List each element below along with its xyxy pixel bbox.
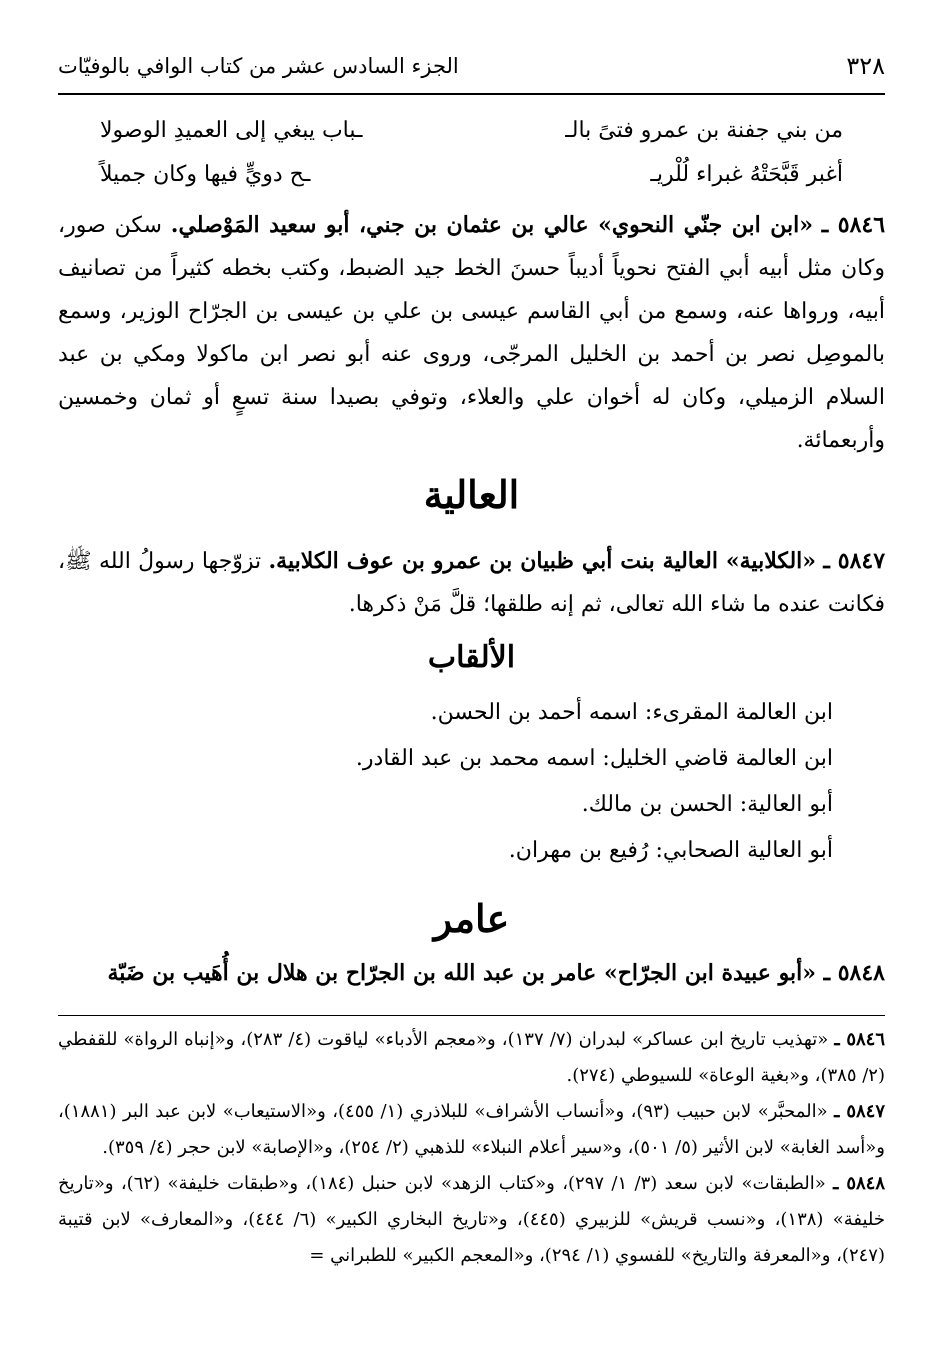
alqab-item: أبو العالية: الحسن بن مالك. bbox=[581, 792, 833, 817]
footnote-number: ٥٨٤٧ ـ bbox=[834, 1101, 885, 1122]
entry-5848 bbox=[58, 960, 885, 986]
entry-number: ٥٨٤٧ ـ bbox=[823, 548, 886, 574]
verse-first-hemistich: أغبر قَبَّحَتْهُ غبراء لُلْريـ bbox=[650, 162, 843, 187]
entry-title: «أبو عبيدة ابن الجرّاح» عامر بن عبد الله بن الجرّاح بن هلال بن أُهَيب بن ضَبّة bbox=[107, 960, 816, 986]
entry-title: «ابن ابن جنّي النحوي» عالي بن عثمان بن جني، أبو سعيد المَوْصلي. bbox=[170, 212, 813, 238]
section-heading-aliya: العالية bbox=[423, 472, 520, 517]
entry-number: ٥٨٤٨ ـ bbox=[823, 960, 885, 986]
alqab-list bbox=[110, 690, 833, 874]
footnote-text: «تهذيب تاريخ ابن عساكر» لبدران (٧/ ١٣٧)، و«معجم الأدباء» لياقوت (٤/ ٢٨٣)، و«إنباه الرواة» للقفطي (٢/ ٣٨٥)، و«بغية الوعاة» للسيوطي (٢٧٤). bbox=[58, 1029, 885, 1086]
footnote-item bbox=[58, 1166, 885, 1274]
footnote-text: «الطبقات» لابن سعد (٣/ ١/ ٢٩٧)، و«كتاب الزهد» لابن حنبل (١٨٤)، و«طبقات خليفة» (٦٢)، و«تاريخ خليفة» (١٣٨)، و«نسب قريش» للزبيري (٤٤٥)، و«تاريخ البخاري الكبير» (٦/ ٤٤٤)، و«المعارف» لابن قتيبة (٢٤٧)، و«المعرفة والتاريخ» للفسوي (١/ ٢٩٤)، و«المعجم الكبير» للطبراني = bbox=[58, 1173, 885, 1266]
alqab-item: ابن العالمة قاضي الخليل: اسمه محمد بن عبد القادر. bbox=[355, 746, 833, 771]
alqab-item: أبو العالية الصحابي: رُفيع بن مهران. bbox=[508, 838, 833, 863]
header-rule bbox=[58, 93, 885, 95]
footnotes bbox=[58, 1022, 885, 1274]
footnote-item bbox=[58, 1094, 885, 1166]
page-number: ٣٢٨ bbox=[846, 52, 885, 80]
entry-number: ٥٨٤٦ ـ bbox=[821, 212, 886, 238]
verse-second-hemistich: ـح دويٍّ فيها وكان جميلاً bbox=[100, 162, 311, 187]
entry-text: تزوّجها رسولُ الله ﷺ، فكانت عنده ما شاء الله تعالى، ثم إنه طلقها؛ قلَّ مَنْ ذكرها. bbox=[58, 549, 885, 617]
entry-5846 bbox=[58, 204, 885, 462]
entry-text: سكن صور، وكان مثل أبيه أبي الفتح نحوياً أديباً حسنَ الخط جيد الضبط، وكتب بخطه كثيراً من تصانيف أبيه، ورواها عنه، وسمع من أبي القاسم عيسى بن علي بن عيسى بن الجرّاح الوزير، وسمع بالموصِل نصر بن أحمد بن الخليل المرجّى، وروى عنه أبو نصر ابن ماكولا ومكي بن عبد السلام الزميلي، وكان له أخوان علي والعلاء، وتوفي بصيدا سنة تسعٍ أو ثمان وخمسين وأربعمائة. bbox=[58, 213, 885, 453]
alqab-item: ابن العالمة المقرىء: اسمه أحمد بن الحسن. bbox=[430, 700, 833, 725]
verse-second-hemistich: ـباب يبغي إلى العميدِ الوصولا bbox=[100, 118, 363, 143]
footnote-number: ٥٨٤٨ ـ bbox=[833, 1173, 885, 1194]
running-title: الجزء السادس عشر من كتاب الوافي بالوفيّات bbox=[58, 54, 459, 78]
footnote-text: «المحبَّر» لابن حبيب (٩٣)، و«أنساب الأشراف» للبلاذري (١/ ٤٥٥)، و«الاستيعاب» لابن عبد البر (١٨٨١)، و«أسد الغابة» لابن الأثير (٥/ ٥٠١)، و«سير أعلام النبلاء» للذهبي (٢/ ٢٥٤)، و«الإصابة» لابن حجر (٤/ ٣٥٩). bbox=[58, 1101, 885, 1158]
footnote-number: ٥٨٤٦ ـ bbox=[834, 1029, 886, 1050]
verse-first-hemistich: من بني جفنة بن عمرو فتىً بالـ bbox=[565, 118, 843, 143]
footnote-item bbox=[58, 1022, 885, 1094]
entry-5847 bbox=[58, 540, 885, 626]
entry-title: «الكلابية» العالية بنت أبي ظبيان بن عمرو بن عوف الكلابية. bbox=[268, 548, 817, 574]
section-heading-amir: عامر bbox=[433, 896, 510, 941]
section-heading-alqab: الألقاب bbox=[427, 640, 516, 675]
page-header bbox=[58, 52, 885, 90]
footnote-rule bbox=[58, 1015, 885, 1016]
